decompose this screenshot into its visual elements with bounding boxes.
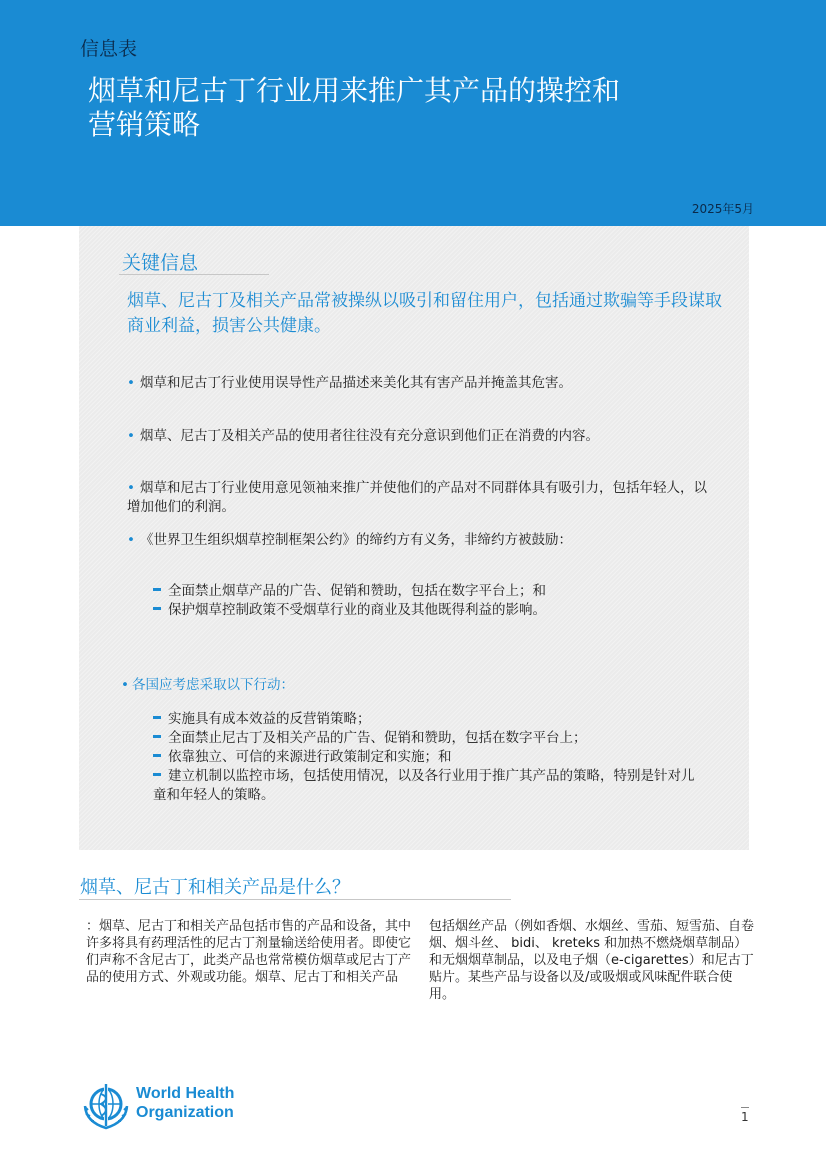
actions-intro: • 各国应考虑采取以下行动： (121, 677, 294, 693)
title-line-2: 营销策略 (88, 108, 201, 141)
who-emblem-icon (80, 1080, 132, 1132)
section-divider (79, 899, 511, 900)
dash-bullet-icon (153, 607, 161, 610)
page-number: 1 (741, 1110, 749, 1124)
bullet-dot-icon: • (121, 677, 129, 693)
fctc-subitem: 保护烟草控制政策不受烟草行业的商业及其他既得利益的影响。 (153, 601, 713, 620)
text-column-right: 包括烟丝产品（例如香烟、水烟丝、雪茄、短雪茄、自卷烟、烟斗丝、 bidi、 kreteks 和加热不燃烧烟草制品）和无烟烟草制品，以及电子烟（e-cigarettes）和尼古丁贴片。某些产品与设备以及/或吸烟或风味配件联合使用。 (429, 919, 755, 1002)
bullet-item: • 《世界卫生组织烟草控制框架公约》的缔约方有义务，非缔约方被鼓励： (127, 532, 572, 548)
dash-bullet-icon (153, 716, 161, 719)
dash-bullet-icon (153, 735, 161, 738)
fctc-subitem: 全面禁止烟草产品的广告、促销和赞助，包括在数字平台上；和 (153, 582, 713, 601)
heading-divider (119, 274, 269, 275)
bullet-item: • 烟草、尼古丁及相关产品的使用者往往没有充分意识到他们正在消费的内容。 (127, 428, 599, 444)
page-title (88, 74, 620, 142)
dash-bullet-icon (153, 588, 161, 591)
bullet-dot-icon: • (127, 375, 135, 391)
bullet-dot-icon: • (127, 480, 135, 496)
text-column-left: ：烟草、尼古丁和相关产品包括市售的产品和设备，其中许多将具有药理活性的尼古丁剂量输送给使用者。即使它们声称不含尼古丁，此类产品也常常模仿烟草或尼古丁产品的使用方式、外观或功能。烟草、尼古丁和相关产品 (86, 919, 412, 985)
who-logo (80, 1080, 250, 1130)
bullet-dot-icon: • (127, 428, 135, 444)
bullet-item: • 烟草和尼古丁行业使用误导性产品描述来美化其有害产品并掩盖其危害。 (127, 375, 572, 391)
who-logo-text: World Health Organization (136, 1085, 235, 1121)
key-messages-heading: 关键信息 (122, 252, 199, 274)
header-banner (0, 0, 826, 226)
bullet-dot-icon: • (127, 532, 135, 548)
title-line-1: 烟草和尼古丁行业用来推广其产品的操控和 (88, 74, 621, 107)
key-lead-statement: 烟草、尼古丁及相关产品常被操纵以吸引和留住用户，包括通过欺骗等手段谋取商业利益，损害公共健康。 (127, 291, 722, 336)
action-item: 实施具有成本效益的反营销策略； (153, 710, 713, 729)
document-type: 信息表 (80, 38, 138, 60)
action-item: 全面禁止尼古丁及相关产品的广告、促销和赞助，包括在数字平台上； (153, 729, 713, 748)
section-heading: 烟草、尼古丁和相关产品是什么？ (80, 877, 350, 898)
dash-bullet-icon (153, 754, 161, 757)
key-messages-box (79, 226, 749, 850)
action-item: 依靠独立、可信的来源进行政策制定和实施；和 (153, 748, 713, 767)
dash-bullet-icon (153, 773, 161, 776)
publication-date: 2025年5月 (691, 202, 754, 216)
bullet-item: • 烟草和尼古丁行业使用意见领袖来推广并使他们的产品对不同群体具有吸引力，包括年轻人，以增加他们的利润。 (127, 480, 707, 515)
action-item: 建立机制以监控市场，包括使用情况，以及各行业用于推广其产品的策略，特别是针对儿童和年轻人的策略。 (153, 768, 695, 803)
page-number-rule (741, 1107, 749, 1108)
